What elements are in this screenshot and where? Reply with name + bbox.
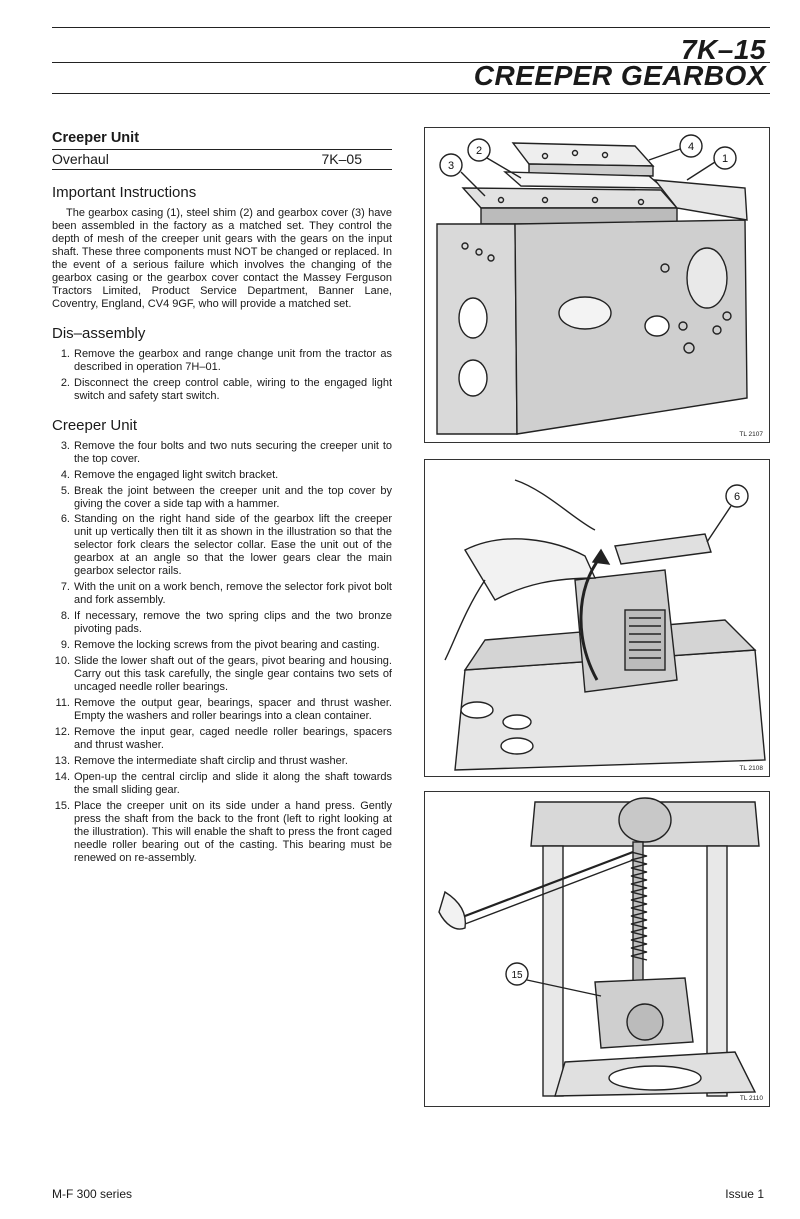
- figure-label: TL 2108: [739, 765, 763, 772]
- footer-issue: Issue 1: [725, 1187, 764, 1201]
- step-item: 5. Break the joint between the creeper unit and the top cover by giving the cover a side tap with a hammer.: [60, 484, 392, 510]
- step-item: 14. Open-up the central circlip and slide it along the shaft towards the small sliding gear.: [54, 770, 392, 796]
- callout-1: 1: [721, 153, 729, 165]
- step-item: 10. Slide the lower shaft out of the gears, pivot bearing and housing. Carry out this task carefully, the single gear contains two sets of uncaged needle roller bearings.: [54, 655, 392, 694]
- important-heading: Important Instructions: [52, 184, 197, 201]
- step-item: 6. Standing on the right hand side of the gearbox lift the creeper unit up vertically then tilt it as shown in the illustration so that the selector fork clears the selector collar. Ease the unit out of the gearbox at an angle so that the lower gears clear the main gearbox selector rails.: [60, 513, 392, 578]
- operation-code: 7K–05: [321, 151, 362, 167]
- disassembly-steps: [52, 348, 392, 403]
- step-item: 15. Place the creeper unit on its side under a hand press. Gently press the shaft from the back to the front (left to right looking at the illustration). This will enable the shaft to press the front caged needle roller bearing out of the casting. This bearing must be renewed on re-assembly.: [54, 799, 392, 864]
- gearbox-casing-illustration: [425, 128, 769, 442]
- section-title: CREEPER GEARBOX: [473, 60, 766, 91]
- callout-4: 4: [687, 141, 695, 153]
- footer-series: M-F 300 series: [52, 1187, 133, 1201]
- step-item: 2. Disconnect the creep control cable, wiring to the engaged light switch and safety start switch.: [60, 376, 392, 402]
- header-top-rule: [52, 27, 770, 28]
- step-item: 11. Remove the output gear, bearings, spacer and thrust washer. Empty the washers and roller bearings into a clean container.: [55, 697, 392, 723]
- creeper-steps: [52, 440, 392, 865]
- callout-15: 15: [511, 970, 523, 981]
- operation-name: Overhaul: [52, 151, 109, 167]
- step-item: 13. Remove the intermediate shaft circlip and thrust washer.: [54, 754, 348, 767]
- lifting-unit-illustration: [425, 460, 769, 776]
- disassembly-heading: Dis–assembly: [52, 324, 146, 342]
- figure-lifting-unit: [424, 459, 770, 777]
- step-item: 7. With the unit on a work bench, remove the selector fork pivot bolt and fork assembly.: [60, 581, 392, 607]
- header-bottom-rule: [52, 93, 770, 94]
- creeper-heading: Creeper Unit: [52, 416, 138, 434]
- step-item: 12. Remove the input gear, caged needle roller bearings, spacers and thrust washer.: [54, 726, 392, 751]
- callout-2: 2: [475, 145, 483, 157]
- callout-6: 6: [733, 491, 741, 503]
- text-column: [52, 130, 392, 868]
- figure-label: TL 2110: [739, 1095, 763, 1102]
- figure-label: TL 2107: [739, 431, 763, 438]
- figure-gearbox-casing: [424, 127, 770, 443]
- section-number: 7K–15: [680, 34, 766, 65]
- important-text: The gearbox casing (1), steel shim (2) and gearbox cover (3) have been assembled in the factory as a matched set. They control the depth of mesh of the creeper unit gears with the gears on the input shaft. These three components must NOT be changed or replaced. In the event of a serious failure which involves the changing of the gearbox casing or the gearbox cover contact the Massey Ferguson Tractors Limited, Product Service Department, Banner Lane, Coventry, England, CV4 9GF, who will provide a matched set.: [52, 207, 392, 310]
- operation-row: [52, 149, 392, 170]
- step-item: 9. Remove the locking screws from the pivot bearing and casting.: [60, 639, 380, 652]
- step-item: 1. Remove the gearbox and range change unit from the tractor as described in operation 7H–01.: [60, 347, 392, 373]
- callout-3: 3: [447, 160, 455, 172]
- hand-press-illustration: [425, 792, 769, 1106]
- step-item: 8. If necessary, remove the two spring clips and the two bronze pivoting pads.: [60, 610, 392, 636]
- figure-hand-press: [424, 791, 770, 1107]
- step-item: 4. Remove the engaged light switch bracket.: [60, 468, 279, 481]
- unit-title: Creeper Unit: [52, 130, 140, 146]
- step-item: 3. Remove the four bolts and two nuts securing the creeper unit to the top cover.: [60, 439, 392, 465]
